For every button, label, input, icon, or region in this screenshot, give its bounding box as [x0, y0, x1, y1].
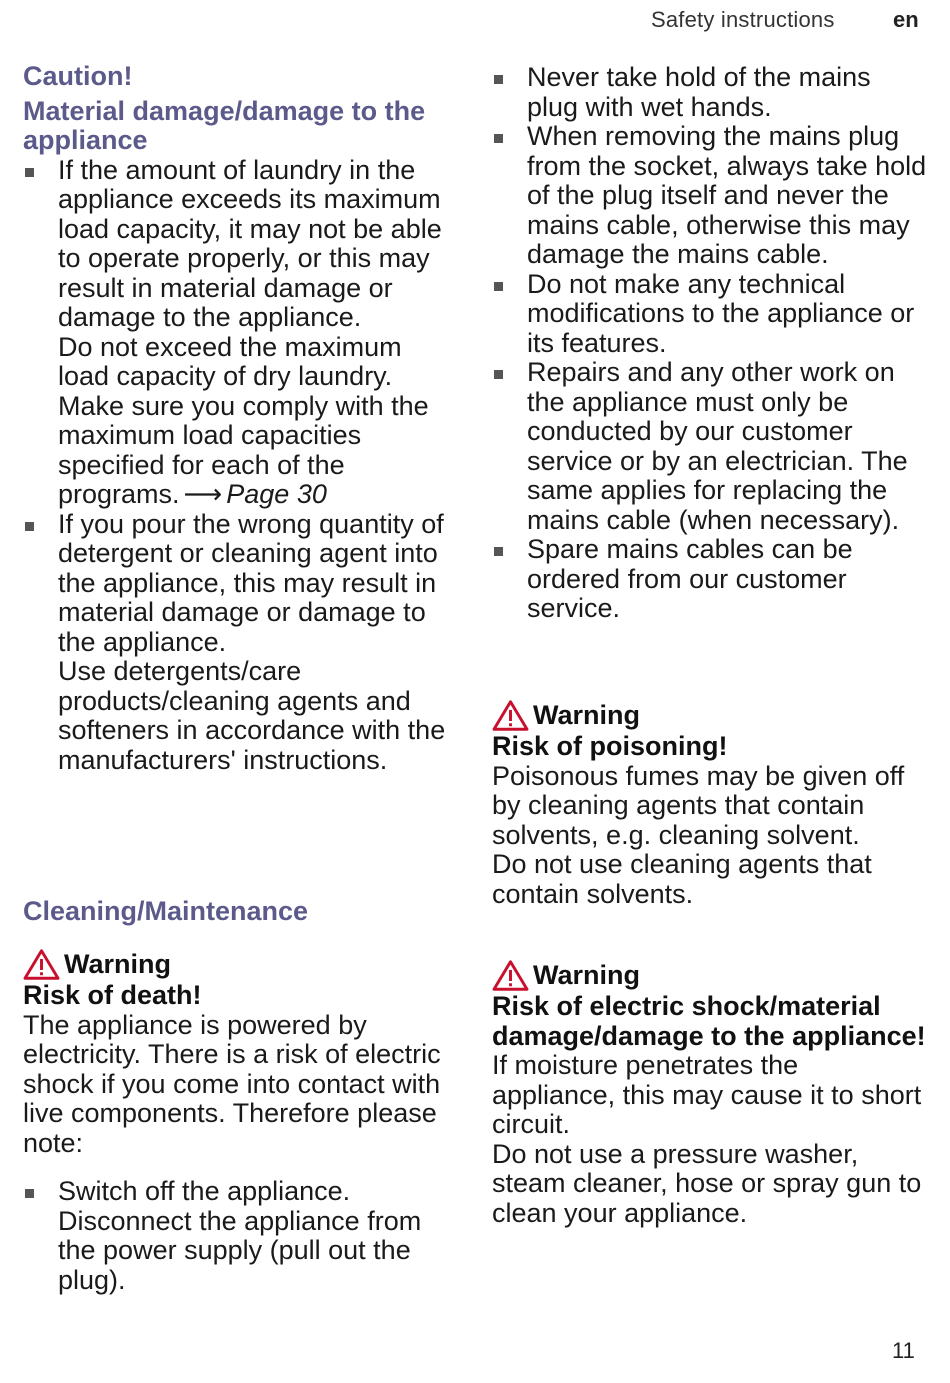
- warning-heading: [23, 948, 453, 981]
- caution-item-text: If the amount of laundry in the appliance exceeds its maximum load capacity, it may not be able to operate properly, or this may result in material damage or damage to the appliance.: [58, 154, 442, 332]
- caution-item-text: If you pour the wrong quantity of detergent or cleaning agent into the appliance, this may result in material damage or damage to the appliance.: [58, 508, 444, 657]
- warning-block-electric-shock: [492, 959, 927, 1228]
- warning-label: Warning: [64, 948, 171, 979]
- caution-item-instruction: [58, 333, 453, 510]
- caution-subtitle: Material damage/damage to the appliance: [23, 95, 426, 155]
- warning-title: Risk of death!: [23, 980, 202, 1010]
- warning-body-instruction: Do not use a pressure washer, steam cleaner, hose or spray gun to clean your appliance.: [492, 1138, 922, 1228]
- warning-body-instruction: Do not use cleaning agents that contain solvents.: [492, 849, 872, 909]
- header-language-code: en: [893, 7, 919, 32]
- list-item: [23, 156, 453, 510]
- bullet-square-icon: [494, 134, 503, 143]
- caution-item-instruction-text: Do not exceed the maximum load capacity of dry laundry. Make sure you comply with the maximum load capacities specified for each of the programs.: [58, 331, 429, 509]
- warning-body: [492, 1051, 927, 1228]
- warning-item-text: Switch off the appliance. Disconnect the appliance from the power supply (pull out the plug).: [58, 1176, 422, 1295]
- bullet-square-icon: [494, 282, 503, 291]
- cross-reference-arrow-icon: ⟶: [183, 479, 223, 509]
- warning-title: Risk of poisoning!: [492, 731, 728, 761]
- warning-label: Warning: [533, 959, 640, 990]
- safety-list: [492, 63, 927, 624]
- bullet-square-icon: [25, 522, 34, 531]
- page-number: 11: [892, 1338, 915, 1363]
- warning-triangle-icon: [492, 959, 529, 992]
- list-item: [492, 535, 927, 624]
- header-section-title: Safety instructions: [651, 7, 835, 32]
- warning-body-text: If moisture penetrates the appliance, this may cause it to short circuit.: [492, 1050, 922, 1139]
- list-item: [492, 270, 927, 359]
- warning-block-poisoning: [492, 699, 927, 909]
- warning-block-death: [23, 948, 453, 1295]
- list-item-text: When removing the mains plug from the socket, always take hold of the plug itself and never the mains cable, otherwise this may damage the mains cable.: [527, 121, 927, 269]
- list-item: [492, 122, 927, 270]
- caution-item-instruction: Use detergents/care products/cleaning agents and softeners in accordance with the manufacturers' instructions.: [58, 656, 446, 775]
- warning-heading: [492, 699, 927, 732]
- warning-triangle-icon: [23, 948, 60, 981]
- bullet-square-icon: [494, 75, 503, 84]
- caution-title: Caution!: [23, 61, 133, 91]
- section-title-cleaning: Cleaning/Maintenance: [23, 896, 309, 926]
- warning-triangle-icon: [492, 699, 529, 732]
- list-item: [23, 1177, 453, 1295]
- warning-label: Warning: [533, 699, 640, 730]
- bullet-square-icon: [494, 370, 503, 379]
- list-item: [23, 510, 453, 776]
- caution-block: [23, 62, 453, 775]
- list-item-text: Spare mains cables can be ordered from our customer service.: [527, 534, 853, 623]
- list-item: [492, 63, 927, 122]
- warning-body: [492, 762, 927, 910]
- caution-list: [23, 156, 453, 776]
- list-item-text: Do not make any technical modifications to the appliance or its features.: [527, 268, 915, 358]
- bullet-square-icon: [25, 168, 34, 177]
- list-item-text: Never take hold of the mains plug with wet hands.: [527, 62, 871, 122]
- warning-title: Risk of electric shock/material damage/damage to the appliance!: [492, 991, 926, 1051]
- warning-heading: [492, 959, 927, 992]
- warning-body-text: Poisonous fumes may be given off by cleaning agents that contain solvents, e.g. cleaning solvent.: [492, 760, 905, 850]
- warning-list: [23, 1177, 453, 1295]
- warning-body: The appliance is powered by electricity. There is a risk of electric shock if you come into contact with live components. Therefore please note:: [23, 1009, 441, 1158]
- bullet-square-icon: [25, 1189, 34, 1198]
- list-item-text: Repairs and any other work on the appliance must only be conducted by our customer service or by an electrician. The same applies for replacing the mains cable (when necessary).: [527, 357, 908, 535]
- bullet-square-icon: [494, 547, 503, 556]
- list-item: [492, 358, 927, 535]
- page-reference-link[interactable]: Page 30: [226, 479, 327, 509]
